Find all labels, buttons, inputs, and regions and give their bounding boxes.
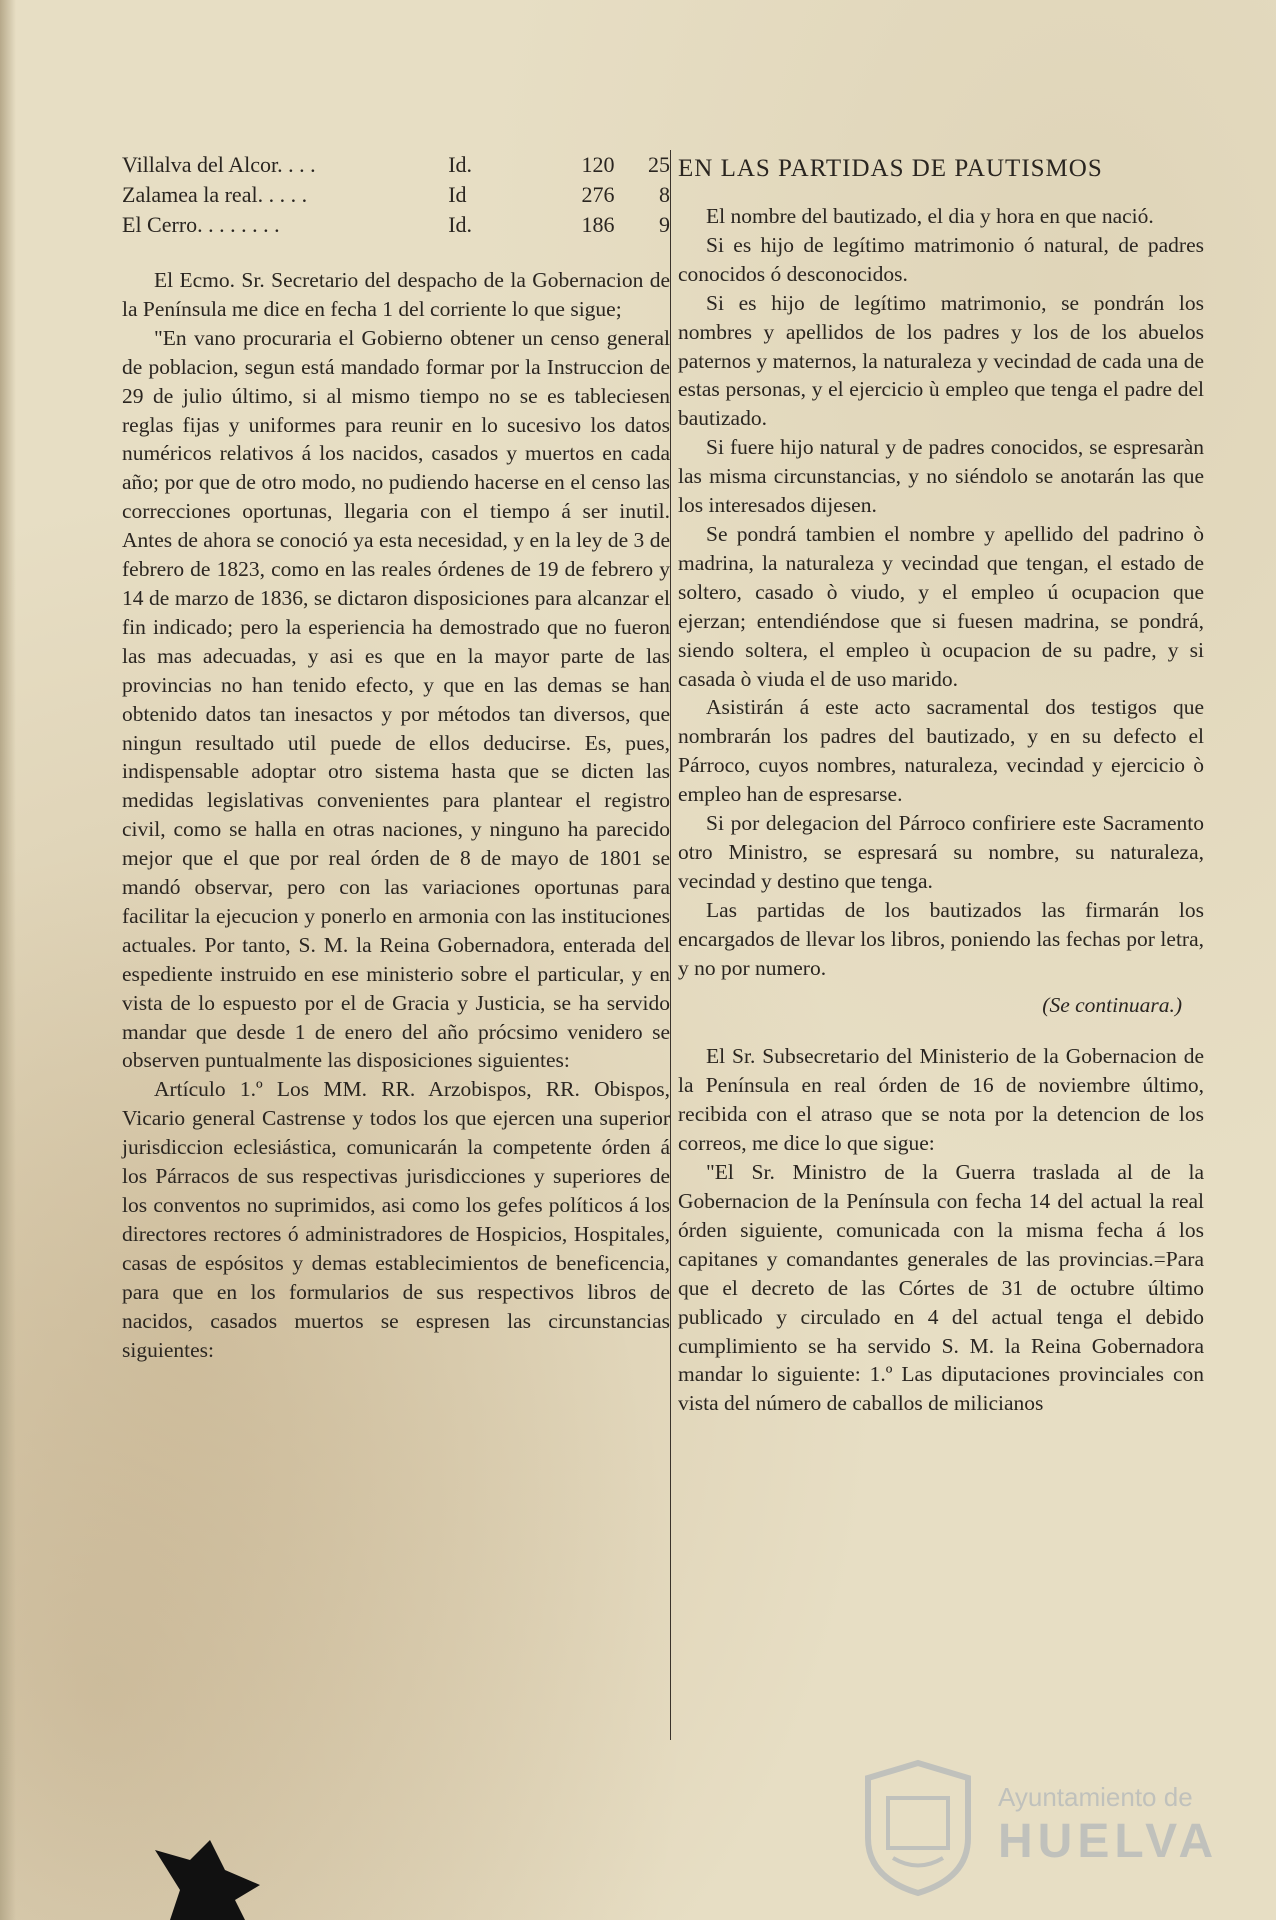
town-value-2: 25 — [648, 152, 670, 177]
paragraph-baptism-6: Asistirán á este acto sacramental dos testigos que nombrarán los padres del bautizado, y en su defecto el Párroco, cuyos nombres, naturaleza, vecindad y ejercicio ò empleo han de espresarse. — [678, 695, 1204, 807]
paragraph-decree-body: "En vano procuraria el Gobierno obtener un censo general de poblacion, segun está mandado formar por la Instruccion de 29 de julio último, si al mismo tiempo no se es tableciesen reglas fijas y uniformes para reunir en lo sucesivo los datos numéricos relativos á los nacidos, casados y muertos en cada año; por que de otro modo, no pudiendo hacerse en el censo las correcciones oportunas, llegaria con el tiempo á ser inutil. Antes de ahora se conoció ya esta necesidad, y en la ley de 3 de febrero de 1823, como en las reales órdenes de 19 de febrero y 14 de marzo de 1836, se dictaron disposiciones para alcanzar el fin indicado; pero la esperiencia ha demostrado que no fueron las mas adecuadas, y asi es que en la mayor parte de las provincias no han tenido efecto, y que en las demas se han obtenido datos tan inesactos y por métodos tan diversos, que ningun resultado util puede de ellos deducirse. Es, pues, indispensable adoptar otro sistema hasta que se dicten las medidas legislativas convenientes para plantear el registro civil, como se halla en otras naciones, y ninguno ha parecido mejor que el que por real órden de 8 de mayo de 1801 se mandó observar, pero con las variaciones oportunas para facilitar la ejecucion y ponerlo en armonia con las instituciones actuales. Por tanto, S. M. la Reina Gobernadora, enterada del espediente instruido en ese ministerio sobre el particular, y en vista de lo espuesto por el de Gracia y Justicia, se ha servido mandar que desde 1 de enero del año prócsimo venidero se observen puntualmente las disposiciones siguientes: — [122, 325, 670, 1073]
paragraph-baptism-3: Si es hijo de legítimo matrimonio, se pondrán los nombres y apellidos de los padres y los de los abuelos paternos y maternos, la naturaleza y vecindad de cada una de estas personas, y el ejercicio ù empleo que tenga el padre del bautizado. — [678, 290, 1204, 431]
town-name: Zalamea la real. . . . . — [122, 182, 308, 207]
paragraph-baptism-5: Se pondrá tambien el nombre y apellido del padrino ò madrina, la naturaleza y vecindad que tengan, el estado de soltero, casado ò viudo, y el empleo ú ocupacion que ejerzan; entendiéndose que si fuesen madrina, se pondrá, siendo soltera, el empleo ù ocupacion de su padre, y si casada ò viuda el de uso marido. — [678, 521, 1204, 691]
paragraph-article-1: Artículo 1.º Los MM. RR. Arzobispos, RR. Obispos, Vicario general Castrense y todos los que ejercen una superior jurisdiccion eclesiástica, comunicarán la competente órden á los Párracos de sus respectivas jurisdicciones y superiores de los conventos no suprimidos, asi como los gefes políticos á los directores rectores ó administradores de Hospicios, Hospitales, casas de espósitos y demas establecimientos de beneficencia, para que en los formularios de sus respectivos libros de nacidos, casados muertos se espresen las circunstancias siguientes: — [122, 1077, 670, 1362]
town-value-1: 120 — [581, 152, 615, 177]
ink-stain — [150, 1830, 270, 1920]
paragraph-subsecretario: El Sr. Subsecretario del Ministerio de la Gobernacion de la Península en real órden de 16 de noviembre último, recibida con el atraso que se nota por la detencion de los correos, me dice lo que sigue: — [678, 1044, 1204, 1156]
paragraph-baptism-2: Si es hijo de legítimo matrimonio ó natural, de padres conocidos ó desconocidos. — [678, 232, 1204, 286]
town-name: Villalva del Alcor. . . . — [122, 152, 316, 177]
column-divider — [670, 150, 671, 1740]
watermark-line-1: Ayuntamiento de — [998, 1782, 1193, 1812]
town-unit: Id. — [448, 212, 473, 237]
paragraph-baptism-1: El nombre del bautizado, el dia y hora en que nació. — [706, 204, 1154, 228]
left-column — [122, 150, 670, 1364]
watermark-line-2: HUELVA — [998, 1815, 1219, 1868]
town-name: El Cerro. . . . . . . . — [122, 212, 280, 237]
town-value-1: 186 — [581, 212, 615, 237]
section-heading: EN LAS PARTIDAS DE PAUTISMOS — [678, 155, 1103, 182]
city-shield-icon — [858, 1758, 978, 1898]
paragraph-baptism-4: Si fuere hijo natural y de padres conocidos, se espresaràn las misma circunstancias, y no siéndolo se anotarán las que los interesados dijesen. — [678, 435, 1204, 518]
table-row — [122, 210, 670, 240]
population-table — [122, 150, 670, 240]
town-unit: Id. — [448, 152, 473, 177]
town-value-2: 9 — [659, 212, 670, 237]
paragraph-baptism-8: Las partidas de los bautizados las firmarán los encargados de llevar los libros, poniendo las fechas por letra, y no por numero. — [678, 897, 1204, 980]
watermark-logo — [858, 1758, 1218, 1898]
continued-note: (Se continuara.) — [1042, 993, 1182, 1018]
town-value-2: 8 — [659, 182, 670, 207]
town-unit: Id — [448, 182, 467, 207]
paragraph-decree-intro: El Ecmo. Sr. Secretario del despacho de la Gobernacion de la Península me dice en fecha 1 del corriente lo que sigue; — [122, 268, 670, 321]
table-row — [122, 150, 670, 180]
paragraph-guerra-order: "El Sr. Ministro de la Guerra traslada al de la Gobernacion de la Península con fecha 14 del actual la real órden siguiente, comunicada con la misma fecha á los capitanes y comandantes generales de las provincias.=Para que el decreto de las Córtes de 31 de octubre último publicado y circulado en 4 del actual tenga el debido cumplimiento se ha servido S. M. la Reina Gobernadora mandar lo siguiente: 1.º Las diputaciones provinciales con vista del número de caballos de milicianos — [678, 1160, 1204, 1416]
paragraph-baptism-7: Si por delegacion del Párroco confiriere este Sacramento otro Ministro, se espresará su nombre, su naturaleza, vecindad y destino que tenga. — [678, 811, 1204, 893]
town-value-1: 276 — [581, 182, 615, 207]
right-column — [678, 150, 1204, 1418]
table-row — [122, 180, 670, 210]
